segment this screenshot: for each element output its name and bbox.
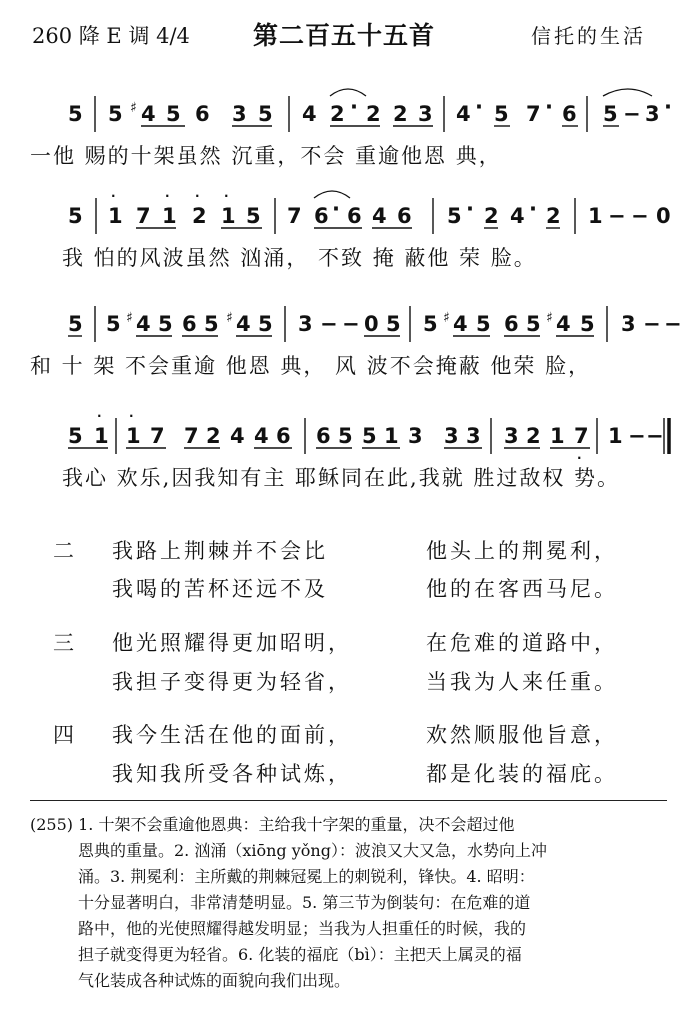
svg-text:5: 5 [204,312,219,336]
svg-text:6: 6 [504,312,519,336]
svg-text:5: 5 [603,102,618,126]
svg-text:7: 7 [526,102,541,126]
score-line-4 [0,409,700,490]
svg-text:5: 5 [68,102,83,126]
svg-text:7: 7 [150,424,165,448]
svg-text:2: 2 [393,102,408,126]
svg-text:4: 4 [254,424,269,448]
svg-text:3: 3 [232,102,247,126]
svg-text:6: 6 [182,312,197,336]
footnote-line: 路中，他的光使照耀得越发明显；当我为人担重任的时候，我的 [78,919,527,938]
svg-text:2: 2 [366,102,381,126]
footnote-line: (255) 1. 十架不会重逾他恩典：主给我十字架的重量，决不会超过他 [30,815,515,834]
svg-text:4: 4 [302,102,317,126]
verse-line: 我路上荆棘并不会比 [112,539,328,563]
svg-text:4: 4 [372,204,387,228]
svg-text:♯: ♯ [546,310,553,326]
svg-text:2: 2 [546,204,561,228]
svg-text:5: 5 [386,312,401,336]
svg-text:5: 5 [338,424,353,448]
svg-text:·: · [129,409,134,423]
svg-text:·: · [664,95,672,119]
lyric-line-1: 一他 赐的十架虽然 沉重，不会 重逾他恩 典， [30,144,502,168]
svg-text:6: 6 [276,424,291,448]
svg-text:·: · [111,189,116,203]
svg-text:5: 5 [68,312,83,336]
score-line-2 [0,189,700,270]
svg-text:5: 5 [258,102,273,126]
svg-text:7: 7 [574,424,589,448]
svg-text:·: · [332,197,340,221]
svg-text:5: 5 [423,312,438,336]
svg-text:·: · [195,189,200,203]
footnote-line: 气化装成各种试炼的面貌向我们出现。 [78,971,351,990]
svg-text:4: 4 [230,424,245,448]
svg-text:·: · [224,189,229,203]
svg-text:1: 1 [126,424,141,448]
svg-text:5: 5 [362,424,377,448]
svg-text:4: 4 [510,204,525,228]
svg-text:·: · [350,95,358,119]
verse-line: 当我为人来任重。 [426,670,618,694]
svg-text:♯: ♯ [226,310,233,326]
svg-text:5: 5 [580,312,595,336]
footnotes [30,812,680,994]
svg-text:·: · [475,95,483,119]
svg-text:5: 5 [246,204,261,228]
score-line-3 [0,298,700,378]
hymn-theme: 信托的生活 [531,24,646,48]
verse-number: 四 [53,723,74,747]
verse-line: 他的在客西马尼。 [426,577,618,601]
svg-text:−: − [631,204,649,228]
svg-text:−: − [646,424,664,448]
svg-text:4: 4 [136,312,151,336]
svg-text:3: 3 [408,424,423,448]
svg-text:♯: ♯ [443,310,450,326]
svg-text:2: 2 [206,424,221,448]
svg-text:6: 6 [562,102,577,126]
svg-text:1: 1 [162,204,177,228]
svg-text:3: 3 [504,424,519,448]
footnote-line: 恩典的重量。2. 汹涌（xiōng yǒng）：波浪又大又急，水势向上冲 [78,841,547,860]
lyric-line-3: 和 十 架 不会重逾 他恩 典， 风 波不会掩蔽 他荣 脸， [30,354,592,378]
verse-line: 欢然顺服他旨意， [426,723,618,747]
svg-text:5: 5 [68,204,83,228]
verse-line: 我今生活在他的面前， [112,723,352,747]
verse-number: 二 [53,539,74,563]
hymn-title: 第二百五十五首 [253,21,436,50]
divider [30,800,667,801]
svg-text:1: 1 [94,424,109,448]
footnote-line: 十分显著明白，非常清楚明显。5. 第三节为倒装句：在危难的道 [78,893,531,912]
svg-text:1: 1 [588,204,603,228]
hymn-number-key: 260 降 E 调 4/4 [32,24,190,48]
svg-text:7: 7 [136,204,151,228]
svg-text:−: − [628,424,646,448]
svg-text:6: 6 [314,204,329,228]
svg-text:6: 6 [347,204,362,228]
lyric-line-4: 我心 欢乐,因我知有主 耶稣同在此,我就 胜过敌权 势。 [62,466,621,490]
svg-text:·: · [577,451,582,465]
svg-text:5: 5 [106,312,121,336]
svg-text:4: 4 [453,312,468,336]
svg-text:0: 0 [364,312,379,336]
svg-text:5: 5 [158,312,173,336]
svg-text:7: 7 [287,204,302,228]
svg-text:−: − [643,312,661,336]
svg-text:5: 5 [447,204,462,228]
footnote-line: 担子就变得更为轻省。6. 化装的福庇（bì）：主把天上属灵的福 [78,945,522,964]
verse-line: 我知我所受各种试炼， [112,762,352,786]
svg-text:4: 4 [456,102,471,126]
svg-text:3: 3 [466,424,481,448]
svg-text:1: 1 [108,204,123,228]
svg-text:−: − [320,312,338,336]
svg-text:4: 4 [141,102,156,126]
svg-text:−: − [664,312,682,336]
verse-line: 在危难的道路中， [426,631,618,655]
svg-text:5: 5 [476,312,491,336]
verse-line: 他头上的荆冕利， [426,539,618,563]
svg-text:·: · [466,197,474,221]
svg-text:5: 5 [494,102,509,126]
svg-text:5: 5 [258,312,273,336]
svg-text:·: · [97,409,102,423]
verse-line: 都是化装的福庇。 [426,762,618,786]
svg-text:2: 2 [484,204,499,228]
svg-text:4: 4 [236,312,251,336]
verse-line: 我担子变得更为轻省， [112,670,352,694]
svg-text:5: 5 [108,102,123,126]
svg-text:♯: ♯ [126,310,133,326]
svg-text:4: 4 [556,312,571,336]
svg-text:2: 2 [330,102,345,126]
svg-text:1: 1 [550,424,565,448]
lyric-line-2: 我 怕的风波虽然 汹涌， 不致 掩 蔽他 荣 脸。 [62,246,537,270]
svg-text:−: − [608,204,626,228]
svg-text:3: 3 [645,102,660,126]
svg-text:7: 7 [184,424,199,448]
svg-text:3: 3 [298,312,313,336]
svg-text:6: 6 [397,204,412,228]
svg-text:·: · [545,95,553,119]
svg-text:2: 2 [192,204,207,228]
svg-text:1: 1 [221,204,236,228]
footnote-line: 涌。3. 荆冕利：主所戴的荆棘冠冕上的刺锐利，锋快。4. 昭明： [78,867,535,886]
svg-text:−: − [623,102,641,126]
verse-line: 我喝的苦杯还远不及 [112,577,328,601]
svg-text:3: 3 [444,424,459,448]
svg-text:6: 6 [316,424,331,448]
score-line-1 [0,88,700,168]
svg-text:6: 6 [195,102,210,126]
svg-text:−: − [342,312,360,336]
svg-text:·: · [529,197,537,221]
svg-text:♯: ♯ [130,100,137,116]
svg-text:1: 1 [608,424,623,448]
svg-text:5: 5 [166,102,181,126]
svg-text:3: 3 [418,102,433,126]
svg-text:5: 5 [526,312,541,336]
verse-number: 三 [53,631,74,655]
svg-text:5: 5 [68,424,83,448]
svg-text:·: · [165,189,170,203]
verse-line: 他光照耀得更加昭明， [112,631,352,655]
svg-text:0: 0 [656,204,671,228]
svg-text:3: 3 [621,312,636,336]
svg-text:2: 2 [526,424,541,448]
svg-text:1: 1 [384,424,399,448]
